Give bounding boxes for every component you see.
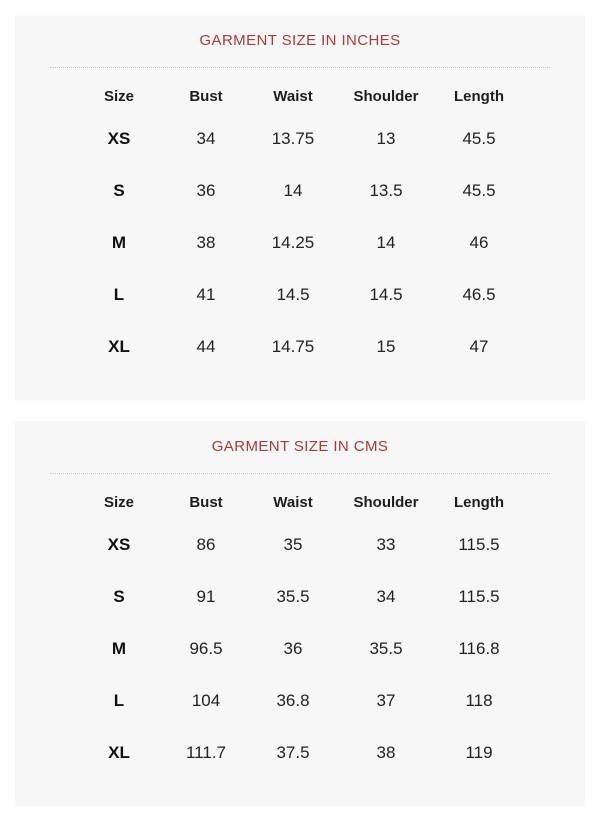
table-row bbox=[74, 675, 524, 727]
waist-cell: 14 bbox=[283, 181, 303, 200]
shoulder-cell: 14 bbox=[376, 233, 396, 252]
inches-size-table bbox=[74, 79, 524, 373]
header-shoulder: Shoulder bbox=[353, 493, 419, 511]
bust-cell: 111.7 bbox=[185, 743, 227, 762]
table-row bbox=[74, 571, 524, 623]
shoulder-cell: 34 bbox=[376, 587, 396, 606]
header-shoulder: Shoulder bbox=[353, 87, 419, 105]
shoulder-cell: 15 bbox=[376, 337, 396, 356]
waist-cell: 35.5 bbox=[276, 587, 310, 606]
cms-size-table bbox=[74, 485, 524, 779]
length-cell: 115.5 bbox=[458, 535, 500, 554]
waist-cell: 36 bbox=[283, 639, 303, 658]
table-row bbox=[74, 321, 524, 373]
header-length: Length bbox=[454, 493, 504, 511]
inches-title-divider bbox=[50, 67, 550, 68]
table-row bbox=[74, 519, 524, 571]
inches-chart-title: GARMENT SIZE IN INCHES bbox=[199, 32, 401, 49]
size-cell: XL bbox=[108, 337, 130, 356]
cms-header-row bbox=[74, 485, 524, 519]
header-length: Length bbox=[454, 87, 504, 105]
shoulder-cell: 35.5 bbox=[369, 639, 403, 658]
length-cell: 45.5 bbox=[462, 181, 496, 200]
waist-cell: 35 bbox=[283, 535, 303, 554]
cms-size-chart-card bbox=[15, 421, 585, 807]
waist-cell: 14.25 bbox=[271, 233, 315, 252]
header-bust: Bust bbox=[189, 493, 223, 511]
table-row bbox=[74, 217, 524, 269]
header-size: Size bbox=[103, 493, 134, 511]
waist-cell: 13.75 bbox=[271, 129, 315, 148]
header-waist: Waist bbox=[273, 493, 313, 511]
waist-cell: 14.75 bbox=[271, 337, 315, 356]
shoulder-cell: 13.5 bbox=[369, 181, 403, 200]
shoulder-cell: 14.5 bbox=[369, 285, 403, 304]
table-row bbox=[74, 269, 524, 321]
waist-cell: 36.8 bbox=[276, 691, 310, 710]
size-cell: L bbox=[113, 285, 125, 304]
bust-cell: 36 bbox=[196, 181, 216, 200]
table-row bbox=[74, 623, 524, 675]
cms-chart-title: GARMENT SIZE IN CMS bbox=[211, 438, 389, 455]
shoulder-cell: 33 bbox=[376, 535, 396, 554]
size-cell: XS bbox=[107, 129, 131, 148]
bust-cell: 96.5 bbox=[189, 639, 223, 658]
table-row bbox=[74, 165, 524, 217]
bust-cell: 41 bbox=[196, 285, 216, 304]
length-cell: 46.5 bbox=[462, 285, 496, 304]
length-cell: 47 bbox=[469, 337, 489, 356]
header-size: Size bbox=[103, 87, 134, 105]
waist-cell: 37.5 bbox=[276, 743, 310, 762]
shoulder-cell: 38 bbox=[376, 743, 396, 762]
length-cell: 119 bbox=[465, 743, 493, 762]
table-row bbox=[74, 727, 524, 779]
bust-cell: 38 bbox=[196, 233, 216, 252]
size-cell: S bbox=[113, 587, 125, 606]
size-cell: S bbox=[113, 181, 125, 200]
inches-header-row bbox=[74, 79, 524, 113]
bust-cell: 86 bbox=[196, 535, 216, 554]
bust-cell: 34 bbox=[196, 129, 216, 148]
table-row bbox=[74, 113, 524, 165]
bust-cell: 44 bbox=[196, 337, 216, 356]
size-cell: L bbox=[113, 691, 125, 710]
length-cell: 118 bbox=[465, 691, 493, 710]
size-cell: M bbox=[111, 639, 127, 658]
size-cell: XS bbox=[107, 535, 131, 554]
size-cell: M bbox=[111, 233, 127, 252]
bust-cell: 91 bbox=[196, 587, 216, 606]
length-cell: 45.5 bbox=[462, 129, 496, 148]
shoulder-cell: 13 bbox=[376, 129, 396, 148]
length-cell: 116.8 bbox=[458, 639, 500, 658]
header-waist: Waist bbox=[273, 87, 313, 105]
inches-size-chart-card bbox=[15, 15, 585, 401]
size-cell: XL bbox=[108, 743, 130, 762]
bust-cell: 104 bbox=[191, 691, 221, 710]
length-cell: 115.5 bbox=[458, 587, 500, 606]
waist-cell: 14.5 bbox=[276, 285, 310, 304]
shoulder-cell: 37 bbox=[376, 691, 396, 710]
length-cell: 46 bbox=[469, 233, 489, 252]
cms-title-divider bbox=[50, 473, 550, 474]
header-bust: Bust bbox=[189, 87, 223, 105]
